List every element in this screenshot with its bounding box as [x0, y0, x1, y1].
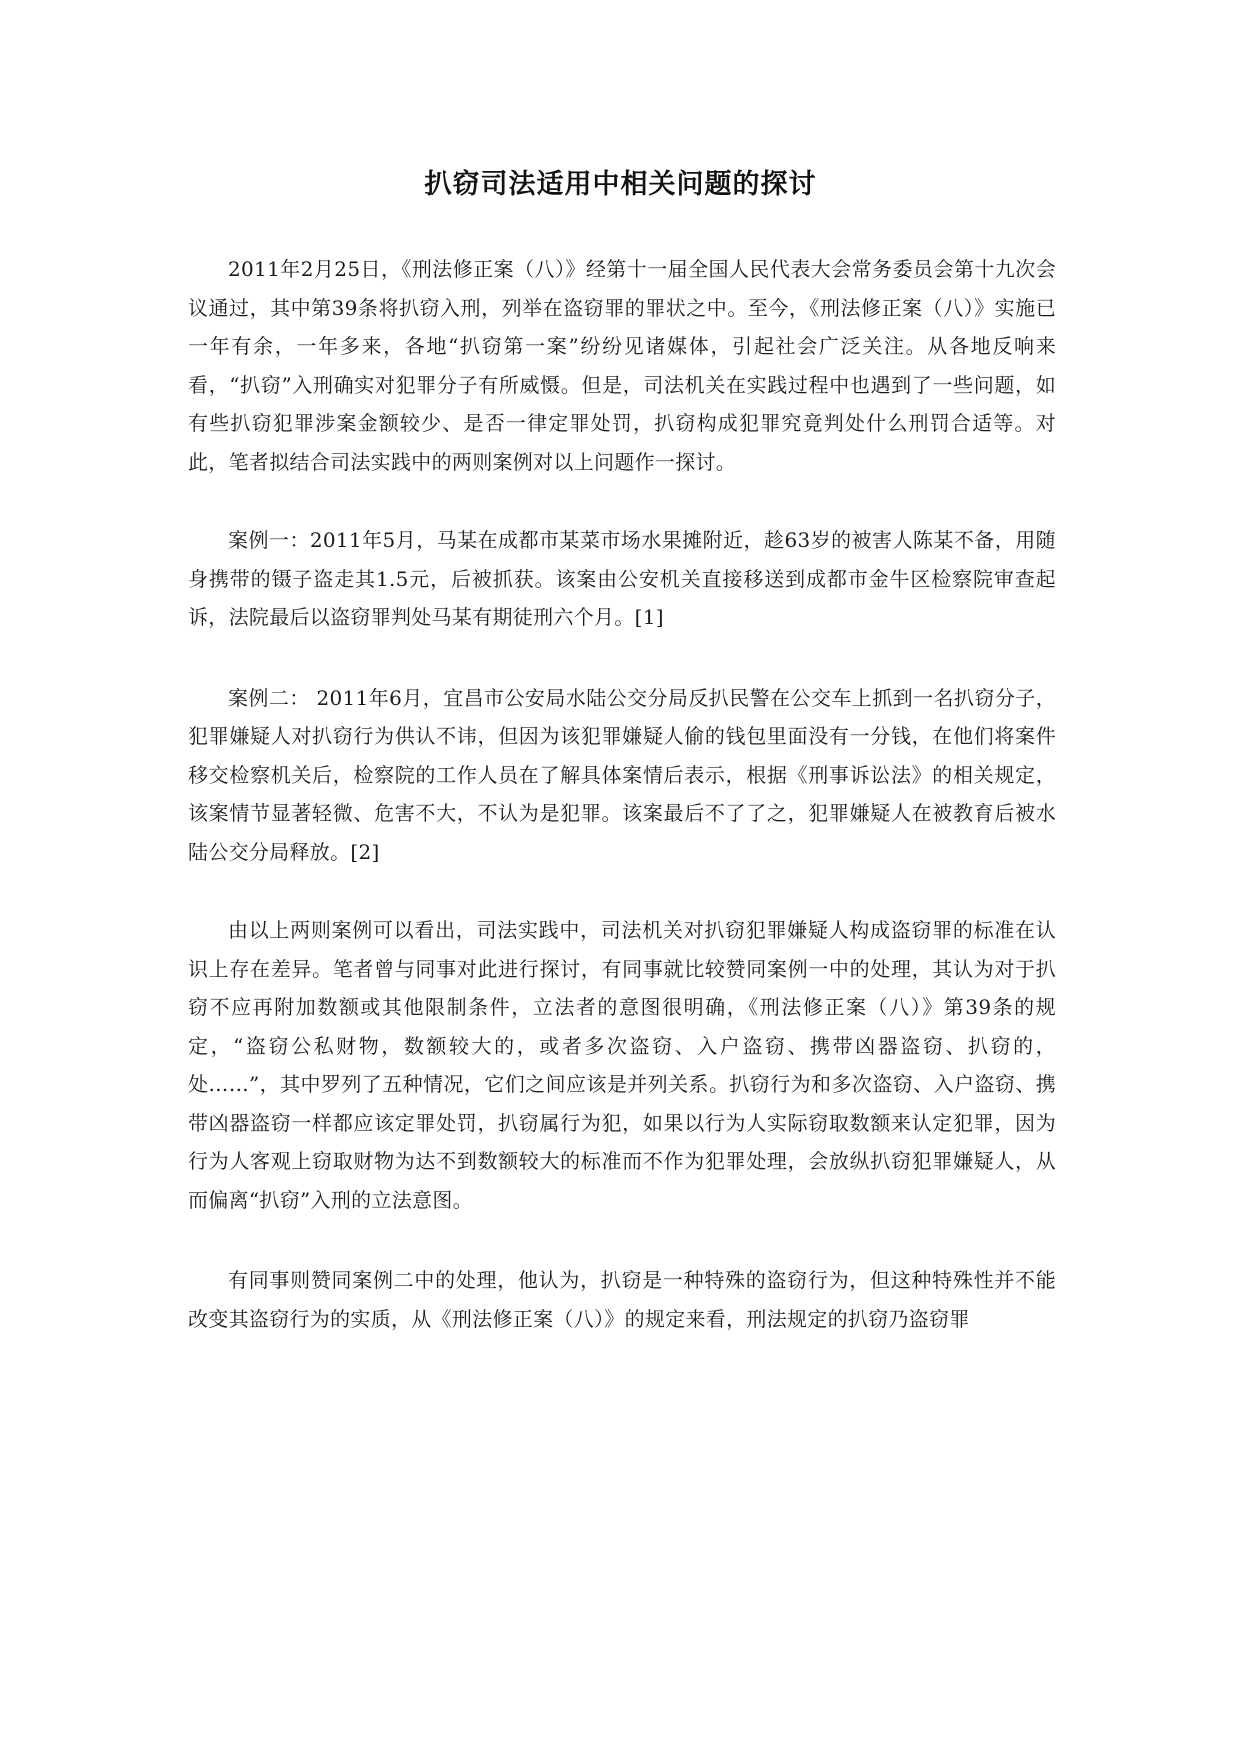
paragraph-analysis: 由以上两则案例可以看出，司法实践中，司法机关对扒窃犯罪嫌疑人构成盗窃罪的标准在认识上存在差异。笔者曾与同事对此进行探讨，有同事就比较赞同案例一中的处理，其认为对于扒窃不应再附加数额或其他限制条件，立法者的意图很明确，《刑法修正案（八）》第39条的规定，“盗窃公私财物，数额较大的，或者多次盗窃、入户盗窃、携带凶器盗窃、扒窃的，处……”，其中罗列了五种情况，它们之间应该是并列关系。扒窃行为和多次盗窃、入户盗窃、携带凶器盗窃一样都应该定罪处罚，扒窃属行为犯，如果以行为人实际窃取数额来认定犯罪，因为行为人客观上窃取财物为达不到数额较大的标准而不作为犯罪处理，会放纵扒窃犯罪嫌疑人，从而偏离“扒窃”入刑的立法意图。 — [188, 918, 1056, 1212]
document-title: 扒窃司法适用中相关问题的探讨 — [424, 169, 817, 200]
paragraph-case-two: 案例二： 2011年6月，宜昌市公安局水陆公交分局反扒民警在公交车上抓到一名扒窃分子，犯罪嫌疑人对扒窃行为供认不讳，但因为该犯罪嫌疑人偷的钱包里面没有一分钱，在他们将案件移交检察机关后，检察院的工作人员在了解具体案情后表示，根据《刑事诉讼法》的相关规定，该案情节显著轻微、危害不大，不认为是犯罪。该案最后不了了之，犯罪嫌疑人在被教育后被水陆公交分局释放。[2] — [188, 685, 1056, 864]
paragraph-counterview: 有同事则赞同案例二中的处理，他认为，扒窃是一种特殊的盗窃行为，但这种特殊性并不能改变其盗窃行为的实质，从《刑法修正案（八）》的规定来看，刑法规定的扒窃乃盗窃罪 — [188, 1268, 1056, 1331]
document-body — [188, 250, 1056, 1338]
paragraph-case-one: 案例一：2011年5月，马某在成都市某菜市场水果摊附近，趁63岁的被害人陈某不备，用随身携带的镊子盗走其1.5元，后被抓获。该案由公安机关直接移送到成都市金牛区检察院审查起诉，法院最后以盗窃罪判处马某有期徒刑六个月。[1] — [188, 528, 1056, 629]
paragraph-introduction: 2011年2月25日，《刑法修正案（八）》经第十一届全国人民代表大会常务委员会第十九次会议通过，其中第39条将扒窃入刑，列举在盗窃罪的罪状之中。至今，《刑法修正案（八）》实施已一年有余，一年多来，各地“扒窃第一案”纷纷见诸媒体，引起社会广泛关注。从各地反响来看，“扒窃”入刑确实对犯罪分子有所威慑。但是，司法机关在实践过程中也遇到了一些问题，如有些扒窃犯罪涉案金额较少、是否一律定罪处罚，扒窃构成犯罪究竟判处什么刑罚合适等。对此，笔者拟结合司法实践中的两则案例对以上问题作一探讨。 — [188, 257, 1056, 474]
